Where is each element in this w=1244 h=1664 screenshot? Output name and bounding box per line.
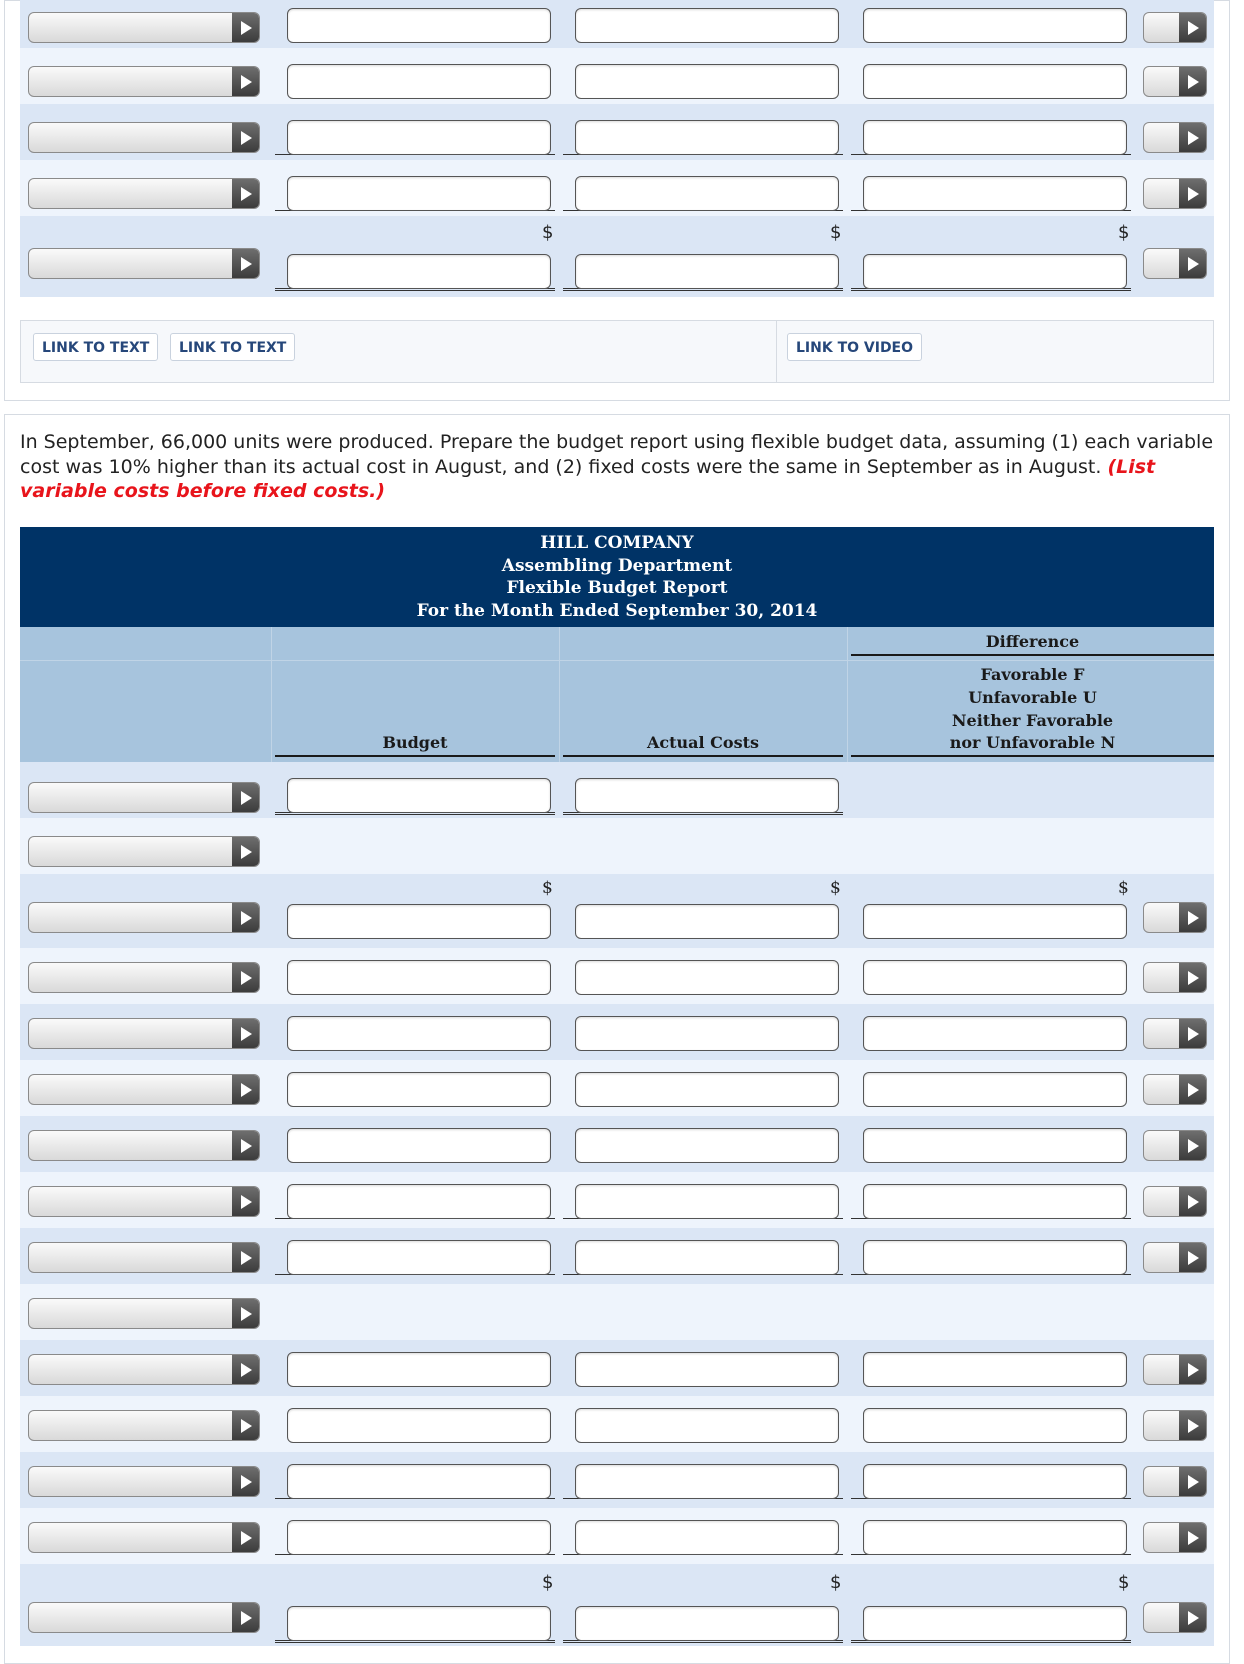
actual-input[interactable]: [575, 1464, 839, 1499]
difference-input[interactable]: [863, 8, 1127, 43]
triangle-right-icon: [1179, 1019, 1206, 1048]
table-row: [20, 0, 1214, 48]
triangle-right-icon: [232, 179, 259, 208]
triangle-right-icon: [232, 1075, 259, 1104]
fu-dropdown[interactable]: [1143, 1242, 1207, 1273]
table-row: [20, 1340, 1214, 1396]
actual-input[interactable]: [575, 1408, 839, 1443]
link-to-text-button-2[interactable]: LINK TO TEXT: [170, 333, 295, 361]
diff-legend-3: Neither Favorable: [951, 711, 1114, 730]
table-row: [20, 762, 1214, 818]
triangle-right-icon: [232, 1603, 259, 1632]
actual-input[interactable]: [575, 1016, 839, 1051]
dollar-sign: $: [830, 222, 842, 243]
triangle-right-icon: [1179, 1603, 1206, 1632]
budget-input[interactable]: [287, 1072, 551, 1107]
triangle-right-icon: [1179, 123, 1206, 152]
link-bar: [20, 320, 1214, 383]
triangle-right-icon: [1179, 1523, 1206, 1552]
table-row-total: [20, 1564, 1214, 1646]
actual-input[interactable]: [575, 1606, 839, 1641]
difference-input[interactable]: [863, 120, 1127, 155]
flexible-budget-table: [20, 762, 1214, 1646]
budget-input[interactable]: [287, 1240, 551, 1275]
account-dropdown[interactable]: [28, 122, 260, 153]
table-row: [20, 1396, 1214, 1452]
account-dropdown[interactable]: [28, 248, 260, 279]
account-dropdown[interactable]: [28, 1186, 260, 1217]
actual-input[interactable]: [575, 1072, 839, 1107]
actual-input[interactable]: [575, 904, 839, 939]
triangle-right-icon: [232, 1243, 259, 1272]
difference-heading: Difference: [985, 632, 1080, 651]
actual-input[interactable]: [575, 176, 839, 211]
account-dropdown[interactable]: [28, 1466, 260, 1497]
account-dropdown[interactable]: [28, 1522, 260, 1553]
difference-input[interactable]: [863, 1606, 1127, 1641]
triangle-right-icon: [1179, 249, 1206, 278]
actual-input[interactable]: [575, 1240, 839, 1275]
budget-input[interactable]: [287, 176, 551, 211]
account-dropdown[interactable]: [28, 1410, 260, 1441]
question-instruction: (List variable costs before fixed costs.): [20, 455, 1156, 502]
table-row: [20, 1004, 1214, 1060]
table-row: [20, 160, 1214, 216]
triangle-right-icon: [1179, 179, 1206, 208]
fu-dropdown[interactable]: [1143, 962, 1207, 993]
link-to-text-button[interactable]: LINK TO TEXT: [33, 333, 158, 361]
budget-input[interactable]: [287, 1016, 551, 1051]
account-dropdown[interactable]: [28, 782, 260, 813]
budget-heading: Budget: [382, 733, 448, 752]
account-dropdown[interactable]: [28, 962, 260, 993]
triangle-right-icon: [232, 1523, 259, 1552]
triangle-right-icon: [232, 1467, 259, 1496]
triangle-right-icon: [232, 963, 259, 992]
triangle-right-icon: [1179, 903, 1206, 932]
account-dropdown[interactable]: [28, 1298, 260, 1329]
heading-underline: [275, 755, 555, 757]
budget-input[interactable]: [287, 1408, 551, 1443]
actual-input[interactable]: [575, 1184, 839, 1219]
account-dropdown[interactable]: [28, 178, 260, 209]
dollar-sign: $: [542, 222, 554, 243]
question-body: In September, 66,000 units were produced. Prepare the budget report using flexible budget data, assuming (1) each variable cost was 10% higher than its actual cost in August, and (2) fixed costs were the same in September as in August.: [20, 431, 1214, 478]
triangle-right-icon: [232, 1187, 259, 1216]
budget-input[interactable]: [287, 1464, 551, 1499]
heading-underline: [851, 654, 1214, 656]
report-period: For the Month Ended September 30, 2014: [416, 600, 818, 621]
difference-input[interactable]: [863, 1352, 1127, 1387]
actual-input[interactable]: [575, 1128, 839, 1163]
account-dropdown[interactable]: [28, 1242, 260, 1273]
difference-input[interactable]: [863, 1464, 1127, 1499]
table-row: [20, 1172, 1214, 1228]
actual-input[interactable]: [575, 960, 839, 995]
company-name: HILL COMPANY: [540, 533, 694, 553]
fu-dropdown[interactable]: [1143, 178, 1207, 209]
table-row: [20, 48, 1214, 104]
account-dropdown[interactable]: [28, 1018, 260, 1049]
actual-input[interactable]: [575, 1520, 839, 1555]
budget-input[interactable]: [287, 64, 551, 99]
fu-dropdown[interactable]: [1143, 1522, 1207, 1553]
divider: [20, 660, 1214, 661]
difference-input[interactable]: [863, 1520, 1127, 1555]
account-dropdown[interactable]: [28, 12, 260, 43]
budget-input[interactable]: [287, 1520, 551, 1555]
question-text: [20, 430, 1220, 504]
triangle-right-icon: [232, 1131, 259, 1160]
account-dropdown[interactable]: [28, 1354, 260, 1385]
triangle-right-icon: [1179, 1467, 1206, 1496]
dollar-sign: $: [542, 1572, 554, 1593]
heading-underline: [851, 755, 1214, 757]
triangle-right-icon: [232, 249, 259, 278]
table-row: [20, 1508, 1214, 1564]
divider: [271, 627, 272, 762]
difference-input[interactable]: [863, 1072, 1127, 1107]
difference-input[interactable]: [863, 960, 1127, 995]
fu-dropdown[interactable]: [1143, 66, 1207, 97]
difference-input[interactable]: [863, 1016, 1127, 1051]
actual-input[interactable]: [575, 120, 839, 155]
budget-input[interactable]: [287, 1606, 551, 1641]
budget-input[interactable]: [287, 1128, 551, 1163]
triangle-right-icon: [1179, 1411, 1206, 1440]
triangle-right-icon: [232, 1355, 259, 1384]
triangle-right-icon: [232, 1411, 259, 1440]
triangle-right-icon: [1179, 1187, 1206, 1216]
divider: [847, 627, 848, 762]
budget-input[interactable]: [287, 254, 551, 289]
table-row: [20, 874, 1214, 948]
budget-input[interactable]: [287, 904, 551, 939]
account-dropdown[interactable]: [28, 1602, 260, 1633]
triangle-right-icon: [1179, 963, 1206, 992]
triangle-right-icon: [232, 67, 259, 96]
actual-input[interactable]: [575, 64, 839, 99]
fu-dropdown[interactable]: [1143, 1410, 1207, 1441]
diff-legend-2: Unfavorable U: [968, 688, 1097, 707]
triangle-right-icon: [232, 903, 259, 932]
difference-input[interactable]: [863, 904, 1127, 939]
column-header: [20, 627, 1214, 762]
budget-input[interactable]: [287, 1184, 551, 1219]
actual-heading: Actual Costs: [646, 733, 759, 752]
fu-dropdown[interactable]: [1143, 12, 1207, 43]
upper-report-table: [20, 0, 1214, 297]
actual-input[interactable]: [575, 778, 839, 813]
triangle-right-icon: [1179, 1131, 1206, 1160]
fu-dropdown[interactable]: [1143, 248, 1207, 279]
account-dropdown[interactable]: [28, 836, 260, 867]
divider: [559, 627, 560, 762]
triangle-right-icon: [1179, 1075, 1206, 1104]
account-dropdown[interactable]: [28, 66, 260, 97]
report-name: Flexible Budget Report: [506, 578, 728, 598]
department-name: Assembling Department: [501, 555, 733, 576]
difference-input[interactable]: [863, 176, 1127, 211]
dollar-sign: $: [830, 1572, 842, 1593]
triangle-right-icon: [1179, 67, 1206, 96]
fu-dropdown[interactable]: [1143, 1186, 1207, 1217]
difference-input[interactable]: [863, 1408, 1127, 1443]
triangle-right-icon: [232, 783, 259, 812]
account-dropdown[interactable]: [28, 1130, 260, 1161]
budget-input[interactable]: [287, 8, 551, 43]
report-header: [20, 527, 1214, 627]
triangle-right-icon: [232, 1299, 259, 1328]
budget-input[interactable]: [287, 120, 551, 155]
difference-input[interactable]: [863, 1128, 1127, 1163]
difference-input[interactable]: [863, 1240, 1127, 1275]
dollar-sign: $: [1118, 878, 1129, 898]
table-row: [20, 104, 1214, 160]
actual-input[interactable]: [575, 254, 839, 289]
account-dropdown[interactable]: [28, 1074, 260, 1105]
link-to-video-button[interactable]: LINK TO VIDEO: [787, 333, 922, 361]
table-row: [20, 818, 1214, 874]
diff-legend-1: Favorable F: [980, 665, 1085, 684]
triangle-right-icon: [1179, 1355, 1206, 1384]
difference-input[interactable]: [863, 254, 1127, 289]
fu-dropdown[interactable]: [1143, 1018, 1207, 1049]
fu-dropdown[interactable]: [1143, 122, 1207, 153]
triangle-right-icon: [1179, 1243, 1206, 1272]
table-row: [20, 1228, 1214, 1284]
account-dropdown[interactable]: [28, 902, 260, 933]
fu-dropdown[interactable]: [1143, 1354, 1207, 1385]
table-row-total: [20, 216, 1214, 297]
budget-input[interactable]: [287, 1352, 551, 1387]
actual-input[interactable]: [575, 1352, 839, 1387]
table-row: [20, 1284, 1214, 1340]
triangle-right-icon: [232, 123, 259, 152]
divider: [776, 321, 777, 382]
triangle-right-icon: [232, 837, 259, 866]
table-row: [20, 1116, 1214, 1172]
diff-legend-4: nor Unfavorable N: [949, 733, 1116, 752]
fu-dropdown[interactable]: [1143, 1130, 1207, 1161]
fu-dropdown[interactable]: [1143, 1466, 1207, 1497]
triangle-right-icon: [232, 13, 259, 42]
budget-input[interactable]: [287, 960, 551, 995]
difference-input[interactable]: [863, 64, 1127, 99]
budget-input[interactable]: [287, 778, 551, 813]
dollar-sign: $: [542, 878, 553, 898]
triangle-right-icon: [1179, 13, 1206, 42]
fu-dropdown[interactable]: [1143, 1602, 1207, 1633]
triangle-right-icon: [232, 1019, 259, 1048]
table-row: [20, 1060, 1214, 1116]
heading-underline: [563, 755, 843, 757]
actual-input[interactable]: [575, 8, 839, 43]
dollar-sign: $: [1118, 222, 1130, 243]
fu-dropdown[interactable]: [1143, 902, 1207, 933]
dollar-sign: $: [830, 878, 841, 898]
table-row: [20, 948, 1214, 1004]
table-row: [20, 1452, 1214, 1508]
fu-dropdown[interactable]: [1143, 1074, 1207, 1105]
difference-input[interactable]: [863, 1184, 1127, 1219]
dollar-sign: $: [1118, 1572, 1130, 1593]
